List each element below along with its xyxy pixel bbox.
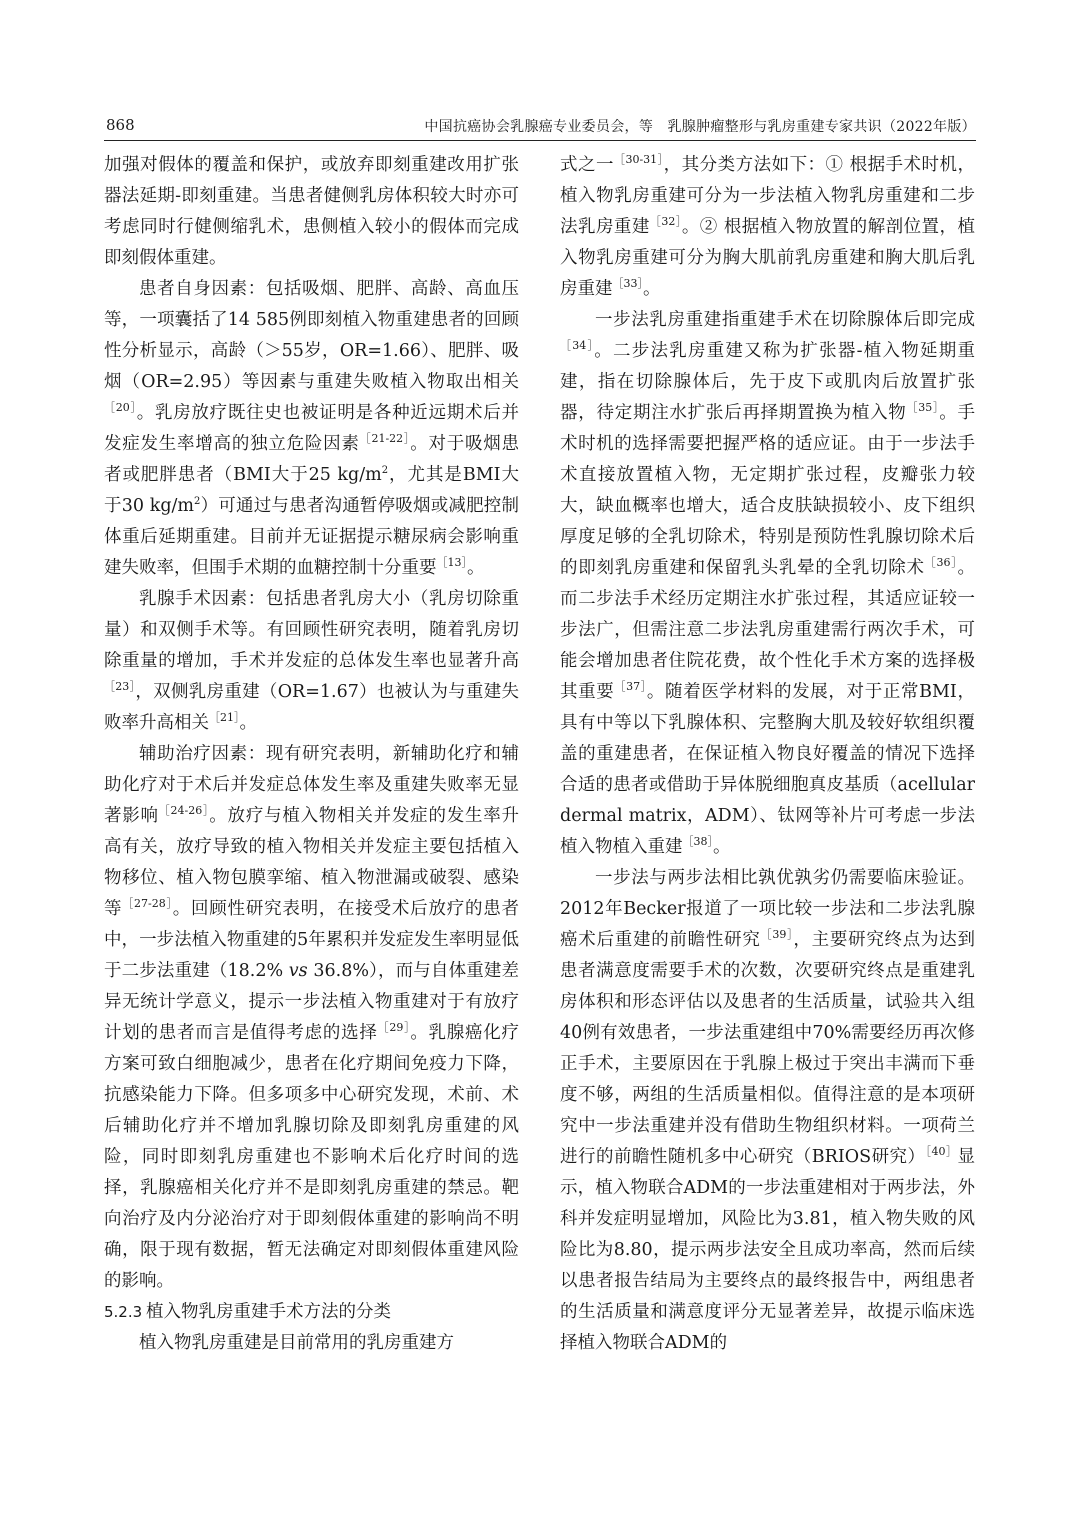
citation: ［40］ <box>925 1145 958 1159</box>
citation: ［20］ <box>104 401 137 415</box>
text: 。 <box>239 713 257 733</box>
text: 。乳腺癌化疗方案可致白细胞减少，患者在化疗期间免疫力下降，抗感染能力下降。但多项多中心研究发现，术前、术后辅助化疗并不增加乳腺切除及即刻乳房重建的风险，同时即刻乳房重建也不影响术后化疗时间的选择，乳腺癌相关化疗并不是即刻乳房重建的禁忌。靶向治疗及内分泌治疗对于即刻假体重建的影响尚不明确，限于现有数据，暂无法确定对即刻假体重建风险的影响。 <box>104 1023 520 1291</box>
citation: ［36］ <box>924 556 958 570</box>
text: 加强对假体的覆盖和保护，或放弃即刻重建改用扩张器法延期-即刻重建。当患者健侧乳房体积较大时亦可考虑同时行健侧缩乳术，患侧植入较小的假体而完成即刻假体重建。 <box>104 155 519 268</box>
text: 一步法乳房重建指重建手术在切除腺体后即完成 <box>595 310 975 330</box>
paragraph <box>104 150 519 274</box>
citation: ［35］ <box>906 401 940 415</box>
citation: ［27-28］ <box>122 897 173 911</box>
text: 。对于吸烟患者或肥胖患者（BMI大于25 kg/m <box>104 434 520 485</box>
citation: ［38］ <box>682 835 713 849</box>
text: 一步法与两步法相比孰优孰劣仍需要临床验证。2012年Becker报道了一项比较一步法和二步法乳腺癌术后重建的前瞻性研究 <box>560 868 975 950</box>
citation: ［32］ <box>649 215 682 229</box>
text: 乳腺手术因素：包括患者乳房大小（乳房切除重量）和双侧手术等。有回顾性研究表明，随着乳房切除重量的增加，手术并发症的总体发生率也显著升高 <box>104 589 519 671</box>
paragraph <box>104 584 519 739</box>
text: ，其分类方法如下：① 根据手术时机，植入物乳房重建可分为一步法植入物乳房重建和二步法乳房重建 <box>560 155 976 237</box>
citation: ［23］ <box>104 680 136 694</box>
text: 式之一 <box>560 155 614 175</box>
section-title: 植入物乳房重建手术方法的分类 <box>146 1302 391 1322</box>
text: 。 <box>467 558 485 578</box>
citation: ［37］ <box>614 680 647 694</box>
paragraph <box>560 863 975 1359</box>
text: ）可通过与患者沟通暂停吸烟或减肥控制体重后延期重建。目前并无证据提示糖尿病会影响重建失败率，但围手术期的血糖控制十分重要 <box>104 496 519 578</box>
left-column <box>104 150 519 1359</box>
paragraph <box>560 150 975 305</box>
paragraph <box>560 305 975 863</box>
text: 。 <box>643 279 661 299</box>
section-number: 5.2.3 <box>104 1303 143 1321</box>
text: ，尤其是BMI大于30 kg/m <box>104 465 519 516</box>
citation: ［21］ <box>209 711 240 725</box>
citation: ［21-22］ <box>359 432 411 446</box>
superscript: 2 <box>381 465 389 477</box>
text: ，主要研究终点为达到患者满意度需要手术的次数，次要研究终点是重建乳房体积和形态评估以及患者的生活质量，试验共入组40例有效患者，一步法重建组中70%需要经历再次修正手术，主要原因在于乳腺上极过于突出丰满而下垂度不够，两组的生活质量相似。值得注意的是本项研究中一步法重建并没有借助生物组织材料。一项荷兰进行的前瞻性随机多中心研究（BRIOS研究） <box>560 930 976 1167</box>
text: 患者自身因素：包括吸烟、肥胖、高龄、高血压等，一项囊括了14 585例即刻植入物重建患者的回顾性分析显示，高龄（＞55岁，OR=1.66）、肥胖、吸烟（OR=2.95）等因素与重建失败植入物取出相关 <box>104 279 519 392</box>
vs-italic: vs <box>288 961 308 981</box>
page-number: 868 <box>106 116 135 134</box>
text: 36.8%），而与自体重建差异无统计学意义，提示一步法植入物重建对于有放疗计划的患者而言是值得考虑的选择 <box>104 961 520 1043</box>
citation: ［30-31］ <box>613 153 664 167</box>
paragraph <box>104 1328 519 1359</box>
section-heading <box>104 1297 519 1328</box>
text: 。② 根据植入物放置的解剖位置，植入物乳房重建可分为胸大肌前乳房重建和胸大肌后乳房重建 <box>560 217 976 299</box>
text: 植入物乳房重建是目前常用的乳房重建方 <box>139 1333 454 1353</box>
citation: ［34］ <box>560 339 595 353</box>
citation: ［13］ <box>436 556 467 570</box>
citation: ［24-26］ <box>158 804 210 818</box>
superscript: 2 <box>194 496 201 508</box>
text: 显示，植入物联合ADM的一步法重建相对于两步法，外科并发症明显增加，风险比为3.81，植入物失败的风险比为8.80，提示两步法安全且成功率高，然而后续以患者报告结局为主要终点的最终报告中，两组患者的生活质量和满意度评分无显著差异，故提示临床选择植入物联合ADM的 <box>560 1147 975 1353</box>
citation: ［33］ <box>612 277 643 291</box>
paragraph <box>104 739 519 1297</box>
citation: ［39］ <box>760 928 794 942</box>
running-header: 中国抗癌协会乳腺癌专业委员会，等 乳腺肿瘤整形与乳房重建专家共识（2022年版） <box>424 119 976 135</box>
text: ，双侧乳房重建（OR=1.67）也被认为与重建失败率升高相关 <box>104 682 519 733</box>
text: 。 <box>713 837 731 857</box>
citation: ［29］ <box>377 1021 411 1035</box>
text: 。放疗与植入物相关并发症的发生率升高有关，放疗导致的植入物相关并发症主要包括植入物移位、植入物包膜挛缩、植入物泄漏或破裂、感染等 <box>104 806 520 919</box>
text: 。而二步法手术经历定期注水扩张过程，其适应证较一步法广，但需注意二步法乳房重建需行两次手术，可能会增加患者住院花费，故个性化手术方案的选择极其重要 <box>560 558 975 702</box>
paragraph <box>104 274 519 584</box>
header-rule <box>104 140 976 141</box>
right-column <box>560 150 975 1359</box>
text: 。二步法乳房重建又称为扩张器-植入物延期重建，指在切除腺体后，先于皮下或肌肉后放置扩张器，待定期注水扩张后再择期置换为植入物 <box>560 341 975 423</box>
text: 。乳房放疗既往史也被证明是各种近远期术后并发症发生率增高的独立危险因素 <box>104 403 519 454</box>
text: 。随着医学材料的发展，对于正常BMI，具有中等以下乳腺体积、完整胸大肌及较好软组织覆盖的重建患者，在保证植入物良好覆盖的情况下选择合适的患者或借助于异体脱细胞真皮基质（acellular dermal matrix，ADM）、钛网等补片可考虑一步法植入物植入重建 <box>560 682 975 857</box>
text: 辅助治疗因素：现有研究表明，新辅助化疗和辅助化疗对于术后并发症总体发生率及重建失败率无显著影响 <box>104 744 519 826</box>
text: 。回顾性研究表明，在接受术后放疗的患者中，一步法植入物重建的5年累积并发症发生率明显低于二步法重建（18.2% <box>104 899 519 981</box>
text: 。手术时机的选择需要把握严格的适应证。由于一步法手术直接放置植入物，无定期扩张过程，皮瓣张力较大，缺血概率也增大，适合皮肤缺损较小、皮下组织厚度足够的全乳切除术，特别是预防性乳腺切除术后的即刻乳房重建和保留乳头乳晕的全乳切除术 <box>560 403 976 578</box>
